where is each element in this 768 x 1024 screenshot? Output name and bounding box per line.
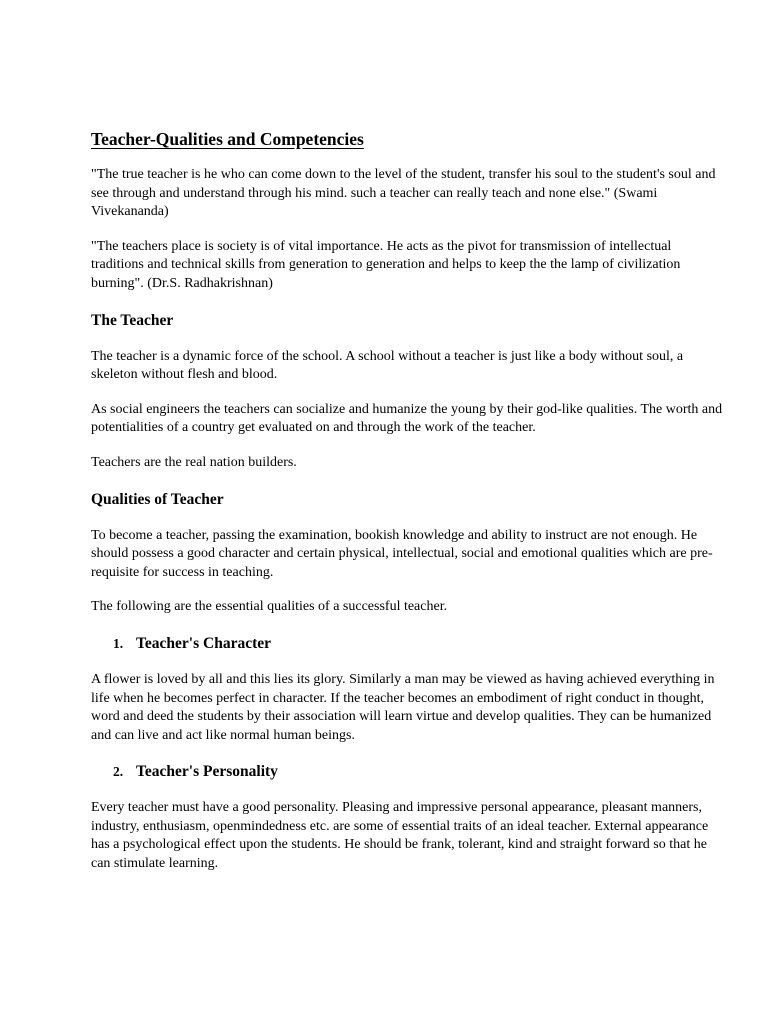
list-heading: Teacher's Personality <box>136 763 278 781</box>
heading-the-teacher: The Teacher <box>91 311 174 329</box>
numbered-heading-character <box>91 634 725 654</box>
paragraph: The teacher is a dynamic force of the school. A school without a teacher is just like a body without soul, a skeleton without flesh and blood. <box>91 348 684 383</box>
paragraph: Every teacher must have a good personality. Pleasing and impressive personal appearance, pleasant manners, industry, enthusiasm, openmindedness etc. are some of essential traits of an ideal teacher. External appearance has a psychological effect upon the students. He should be frank, tolerant, kind and straight forward so that he can stimulate learning. <box>91 800 709 872</box>
paragraph: Teachers are the real nation builders. <box>91 454 297 470</box>
paragraph: To become a teacher, passing the examination, bookish knowledge and ability to instruct are not enough. He should possess a good character and certain physical, intellectual, social and emotional qualities which are pre-requisite for success in teaching. <box>91 527 713 580</box>
list-number: 2. <box>113 764 124 780</box>
paragraph: As social engineers the teachers can socialize and humanize the young by their god-like qualities. The worth and potentialities of a country get evaluated on and through the work of the teacher. <box>91 401 723 436</box>
numbered-heading-personality <box>91 762 725 782</box>
document-page <box>91 128 725 874</box>
quote-vivekananda: "The true teacher is he who can come down to the level of the student, transfer his soul to the student's soul and see through and understand through his mind. such a teacher can really teach and none else." (Swami Vivekananda) <box>91 167 716 220</box>
list-heading: Teacher's Character <box>136 634 272 652</box>
heading-qualities-of-teacher: Qualities of Teacher <box>91 490 224 508</box>
list-number: 1. <box>113 635 124 651</box>
paragraph: The following are the essential qualities of a successful teacher. <box>91 599 448 615</box>
document-title: Teacher-Qualities and Competencies <box>91 129 364 149</box>
quote-radhakrishnan: "The teachers place is society is of vital importance. He acts as the pivot for transmission of intellectual traditions and technical skills from generation to generation and helps to keep the the lamp of civilization burning". (Dr.S. Radhakrishnan) <box>91 238 681 291</box>
paragraph: A flower is loved by all and this lies its glory. Similarly a man may be viewed as having achieved everything in life when he becomes perfect in character. If the teacher becomes an embodiment of right conduct in thought, word and deed the students by their association will learn virtue and develop qualities. They can be humanized and can live and act like normal human beings. <box>91 671 715 743</box>
